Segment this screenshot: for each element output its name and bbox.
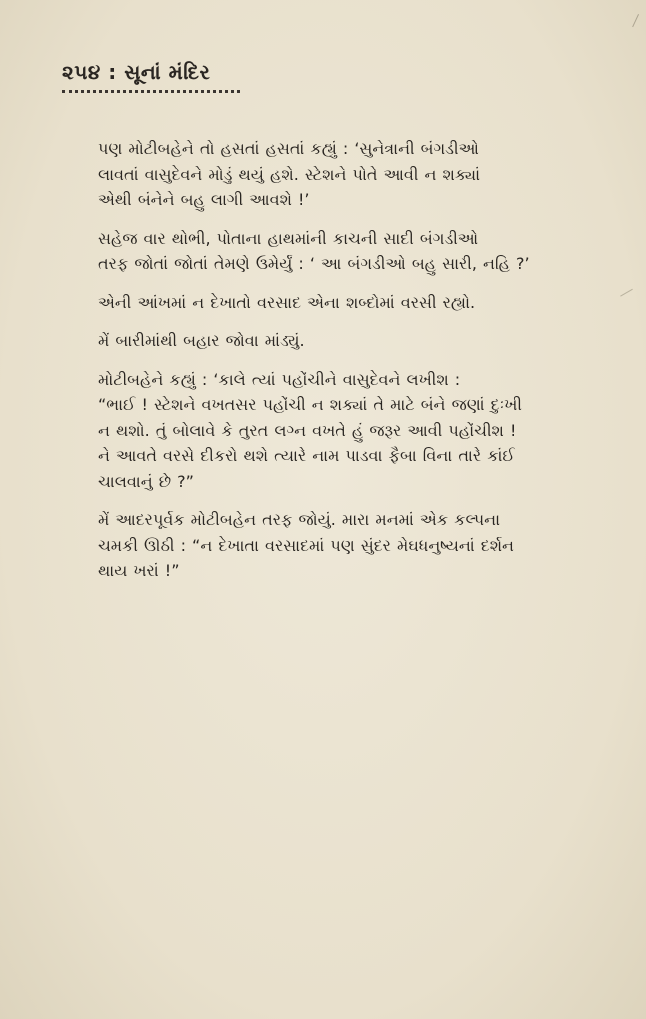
paragraph [60,367,598,495]
pencil-mark [632,14,641,28]
dotted-rule [62,90,240,93]
text-line: લાવતાં વાસુદેવને મોડું થયું હશે. સ્ટેશને પોતે આવી ન શક્યાં [98,164,481,184]
text-line: ને આવતે વરસે દીકરો થશે ત્યારે નામ પાડવા ફૈબા વિના તારે કાંઈ [98,446,515,465]
text-line: થાય ખરાં !” [98,561,180,580]
text-line: એથી બંનેને બહુ લાગી આવશે !’ [98,190,310,209]
text-line: “ભાઈ ! સ્ટેશને વખતસર પહોંચી ન શક્યાં તે માટે બંને જણાં દુઃખી [98,395,522,414]
paragraph [60,226,598,277]
paragraph [60,328,598,354]
text-line: પણ મોટીબહેને તો હસતાં હસતાં કહ્યું : ‘સુનેત્રાની બંગડીઓ [98,139,479,158]
text-line: સહેજ વાર થોભી, પોતાના હાથમાંની કાચની સાદી બંગડીઓ [98,228,479,248]
body-text [60,136,598,597]
text-line: ચમકી ઊઠી : “ન દેખાતા વરસાદમાં પણ સુંદર મેઘધનુષ્યનાં દર્શન [98,535,514,555]
text-line: ચાલવાનું છે ?” [98,471,194,491]
paragraph [60,507,598,584]
text-line: મેં બારીમાંથી બહાર જોવા માંડ્યું. [98,331,305,350]
pencil-mark [620,289,634,299]
page-header [62,60,240,93]
text-line: મોટીબહેને કહ્યું : ‘કાલે ત્યાં પહોંચીને વાસુદેવને લખીશ : [98,369,461,389]
paragraph [60,136,598,213]
text-line: મેં આદરપૂર્વક મોટીબહેન તરફ જોયું. મારા મનમાં એક કલ્પના [98,510,501,529]
text-line: તરફ જોતાં જોતાં તેમણે ઉમેર્યું : ‘ આ બંગડીઓ બહુ સારી, નહિ ?’ [98,254,530,273]
paragraph [60,290,598,316]
running-head: ૨૫૪ : સૂનાં મંદિર [62,60,211,84]
text-line: ન થશો. તું બોલાવે કે તુરત લગ્ન વખતે હું જરૂર આવી પહોંચીશ ! [98,420,517,440]
text-line: એની આંખમાં ન દેખાતો વરસાદ એના શબ્દોમાં વરસી રહ્યો. [98,292,476,312]
